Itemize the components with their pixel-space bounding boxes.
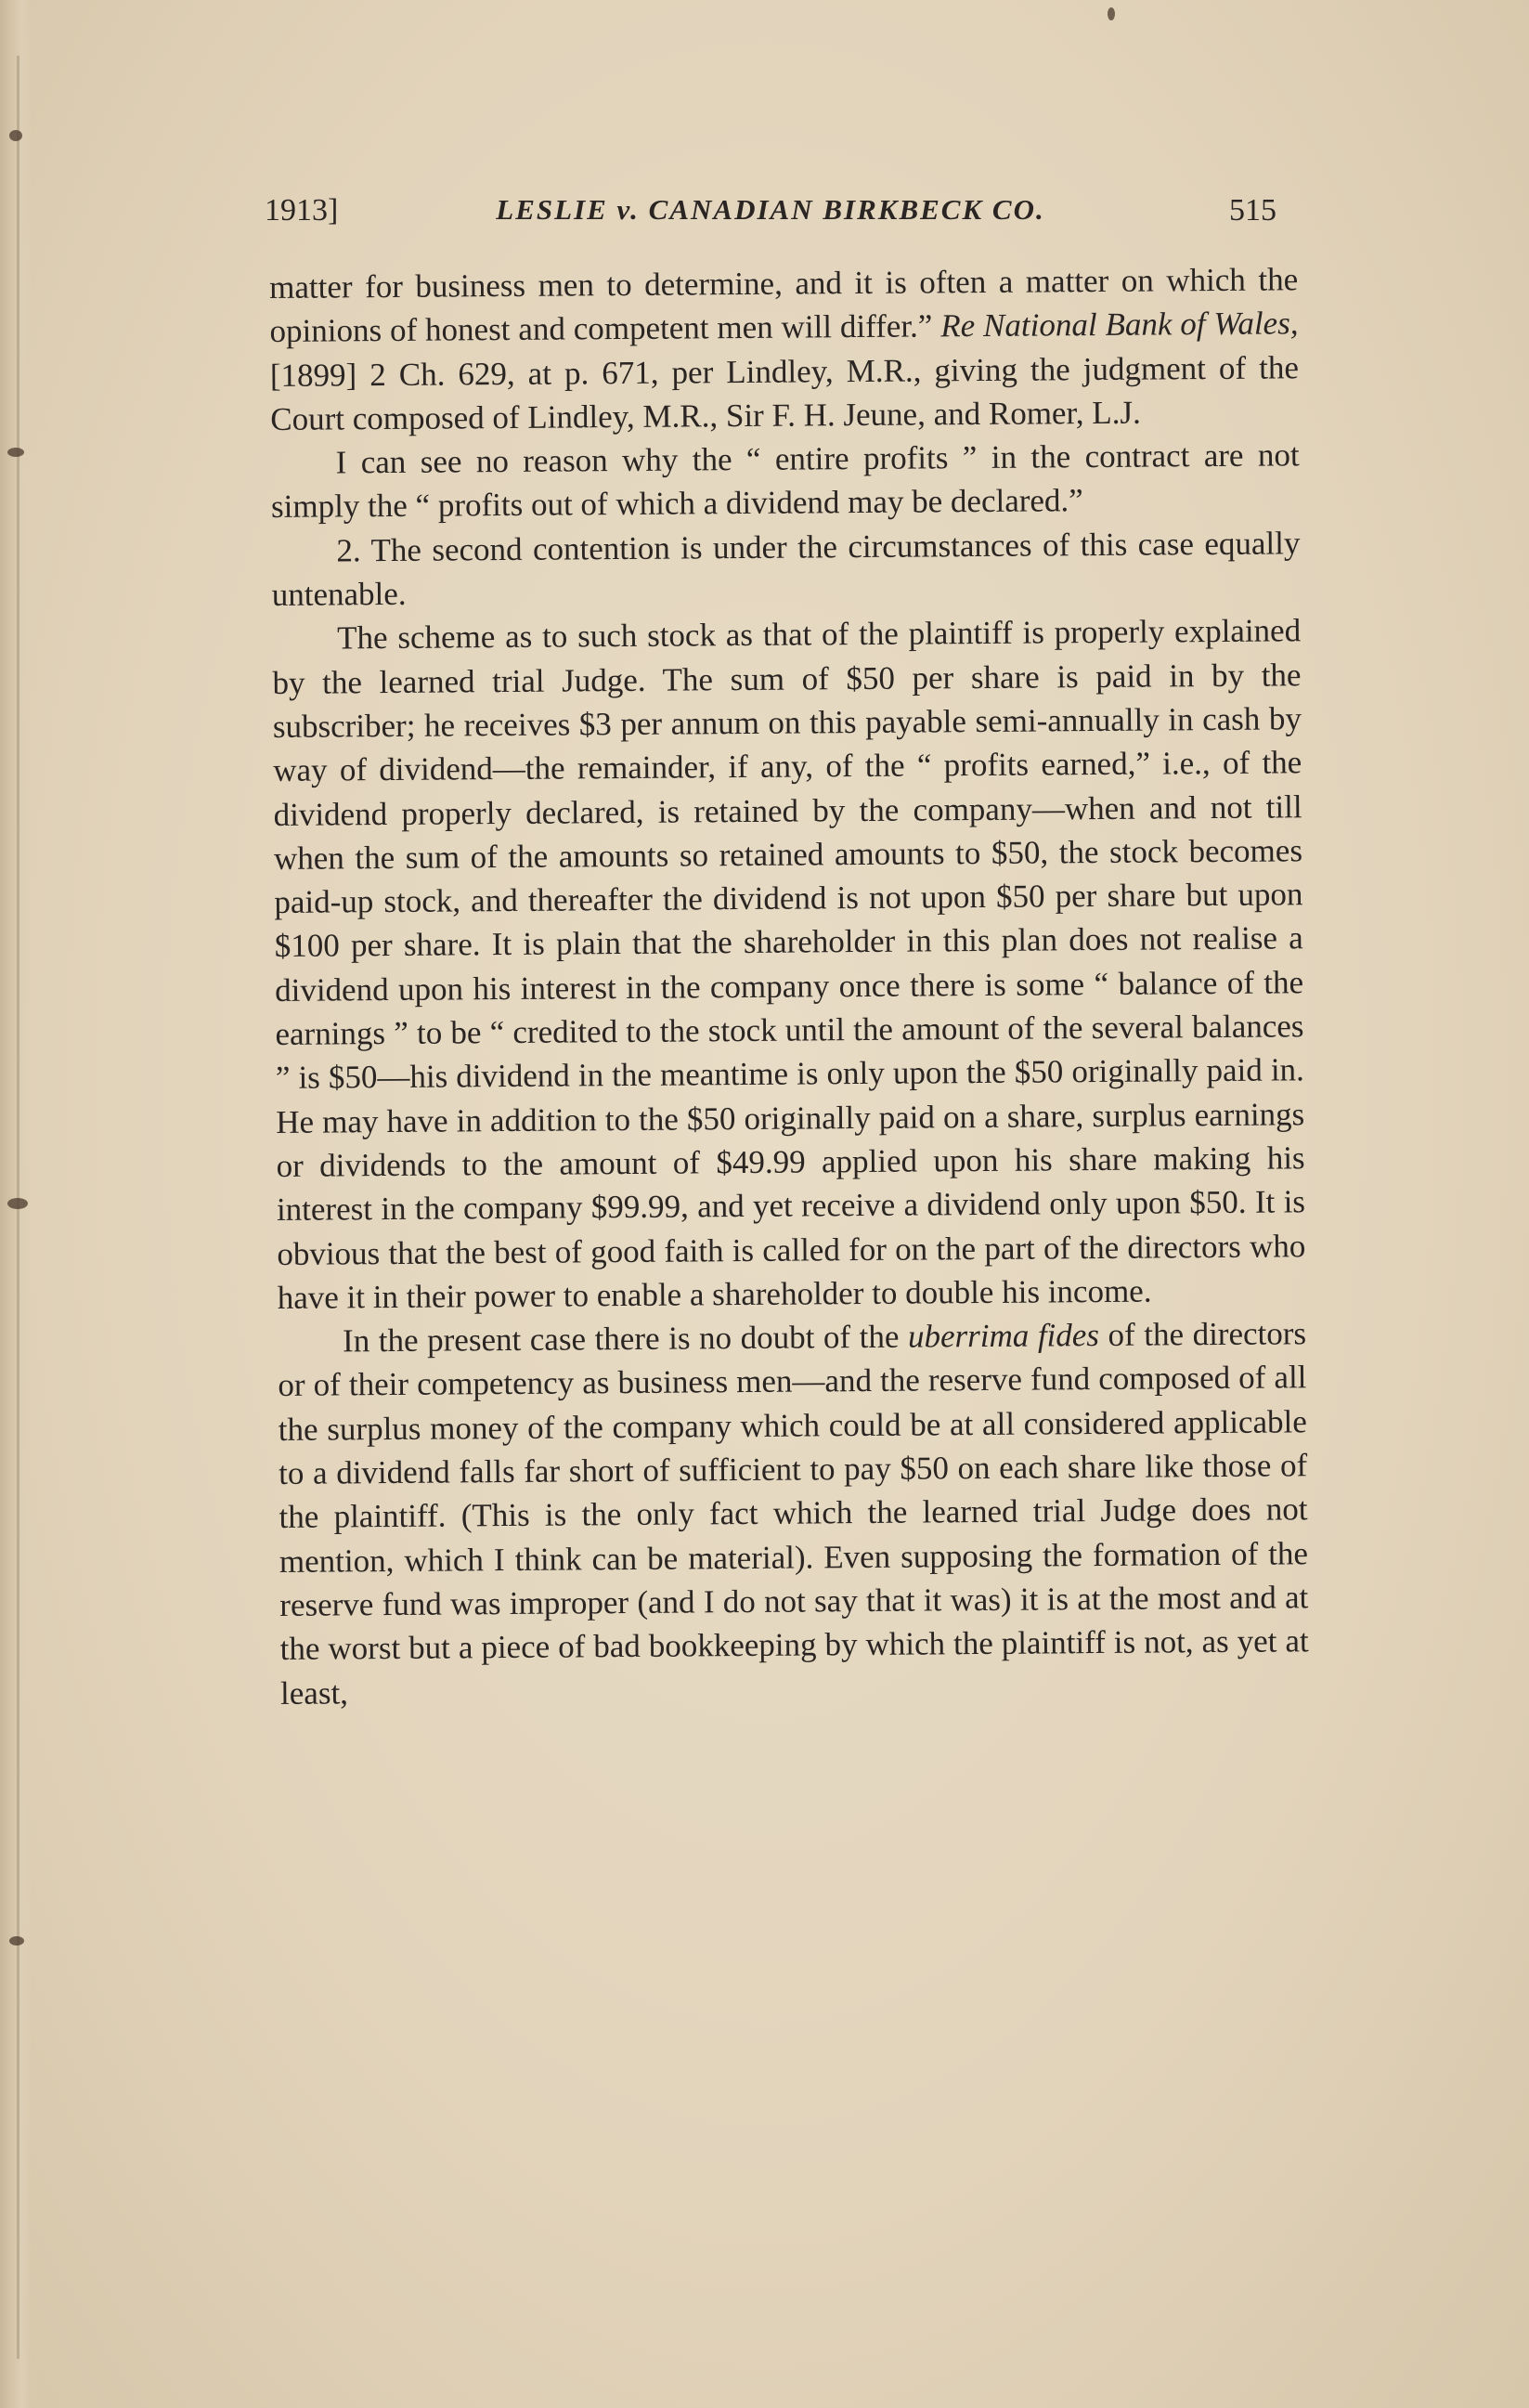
ink-speck	[1108, 7, 1115, 20]
paragraph	[271, 521, 1301, 617]
text-run: The scheme as to such stock as that of the plaintiff is properly explained by the learned trial Judge. The sum of $50 per share is paid in by the subscriber; he receives $3 per annum on this payable semi-annually in cash by way of dividend—the remainder, if any, of the “ profits earned,” i.e., of the dividend properly declared, is retained by the company—when and not till when the sum of the amounts so retained amounts to $50, the stock becomes paid-up stock, and thereafter the dividend is not upon $50 per share but upon $100 per share. It is plain that the shareholder in this plan does not realise a dividend upon his interest in the company once there is some “ balance of the earnings ” to be “ credited to the stock until the amount of the several balances ” is $50—his dividend in the meantime is only upon the $50 originally paid in. He may have in addition to the $50 originally paid on a share, surplus earnings or dividends to the amount of $49.99 applied upon his share making his interest in the company $99.99, and yet receive a dividend only upon $50. It is obvious that the best of good faith is called for on the part of the directors who have it in their power to enable a shareholder to double his income.	[272, 612, 1306, 1316]
text-run: [1899] 2 Ch. 629, at p. 671, per Lindley, M.R., giving the judgment of the Court composed of Lindley, M.R., Sir F. H. Jeune, and Romer, L.J.	[269, 348, 1300, 437]
ink-speck	[9, 1936, 24, 1946]
header-year: 1913]	[265, 193, 339, 228]
body-text	[269, 257, 1309, 1714]
page-number: 515	[1229, 193, 1276, 228]
ink-speck	[9, 130, 22, 141]
header-title: LESLIE v. CANADIAN BIRKBECK CO.	[496, 193, 1045, 226]
latin-phrase: uberrima fides	[907, 1317, 1100, 1355]
paragraph	[272, 609, 1306, 1320]
text-run: 2. The second contention is under the circumstances of this case equally untenable.	[271, 525, 1301, 614]
ink-speck	[7, 448, 24, 457]
text-run: matter for business men to determine, and it is often a matter on which the opinions of honest and competent men will differ.”	[269, 261, 1299, 350]
running-header	[265, 193, 1276, 240]
case-citation: Re National Bank of Wales,	[940, 305, 1299, 345]
paragraph	[270, 433, 1300, 528]
text-run: I can see no reason why the “ entire profits ” in the contract are not simply the “ profits out of which a dividend may be declared.”	[270, 436, 1300, 526]
ink-speck	[7, 1198, 28, 1209]
paragraph	[269, 257, 1299, 441]
text-run: of the directors or of their competency as business men—and the reserve fund composed of all the surplus money of the company which could be at all considered applicable to a dividend falls far short of sufficient to pay $50 on each share like those of the plaintiff. (This is the only fact which the learned trial Judge does not mention, which I think can be material). Even supposing the formation of the reserve fund was improper (and I do not say that it was) it is at the most and at the worst but a piece of bad bookkeeping by which the plaintiff is not, as yet at least,	[278, 1315, 1309, 1712]
text-run: In the present case there is no doubt of the	[342, 1318, 909, 1360]
paragraph	[278, 1311, 1309, 1714]
